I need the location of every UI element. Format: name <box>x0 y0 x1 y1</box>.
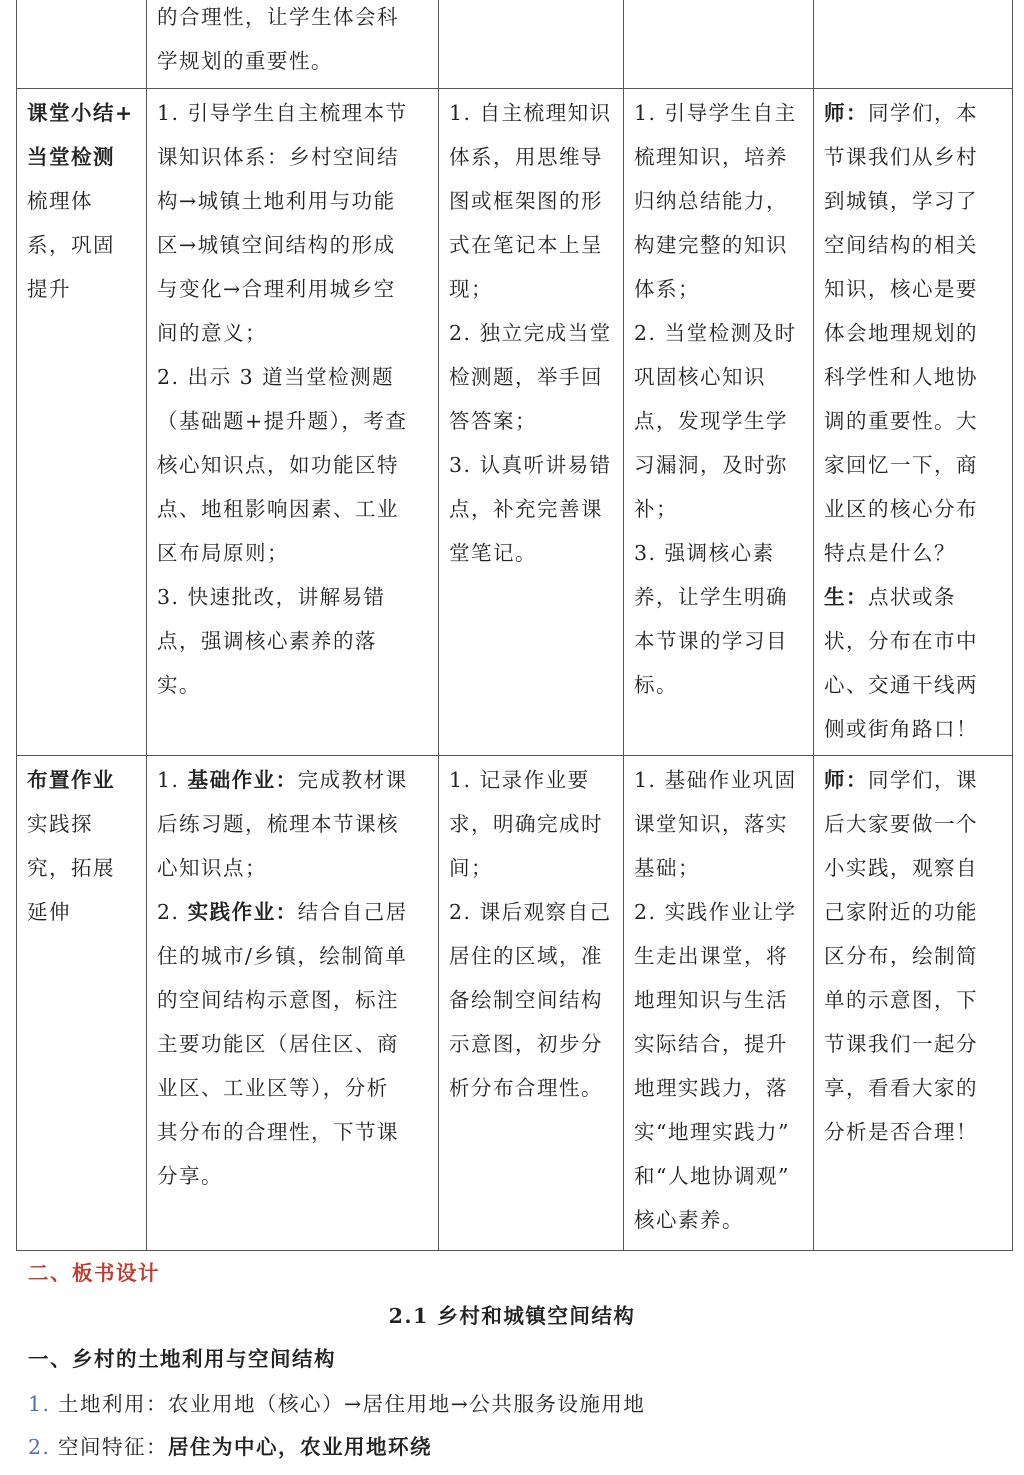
cell-line: 2. 实践作业让学 <box>634 900 797 924</box>
cell-line: 分享。 <box>157 1164 223 1188</box>
table-row <box>17 0 1013 89</box>
cell-line: 延伸 <box>27 900 71 924</box>
cell-line: 答答案； <box>449 409 537 433</box>
cell-line: 侧或街角路口！ <box>824 717 978 741</box>
cell-line: 本节课的学习目 <box>634 629 788 653</box>
cell-line: 构→城镇土地利用与功能 <box>157 189 396 213</box>
design-intent-cell <box>624 756 814 1251</box>
cell-line: 梳理体 <box>27 189 93 213</box>
cell-line: 调的重要性。大 <box>824 409 978 433</box>
cell-line: 家回忆一下，商 <box>824 453 978 477</box>
list-item-text: 土地利用：农业用地（核心）→居住用地→公共服务设施用地 <box>58 1392 646 1416</box>
cell-line: 布置作业 <box>27 768 115 792</box>
cell-line: 3. 认真听讲易错 <box>449 453 612 477</box>
cell-line: 节课我们从乡村 <box>824 145 978 169</box>
teacher-activity-cell <box>147 756 439 1251</box>
design-intent-cell <box>624 89 814 756</box>
cell-line: 地理知识与生活 <box>634 988 788 1012</box>
list-item-emphasis: 居住为中心，农业用地环绕 <box>168 1435 432 1459</box>
cell-line: 1. 基础作业：完成教材课 <box>157 768 408 792</box>
cell-line: 状，分布在市中 <box>824 629 978 653</box>
cell-line: 后练习题，梳理本节课核 <box>157 812 399 836</box>
student-activity-cell <box>439 0 624 89</box>
cell-line: 其分布的合理性，下节课 <box>157 1120 399 1144</box>
cell-line: 图或框架图的形 <box>449 189 603 213</box>
cell-line: 系，巩固 <box>27 233 115 257</box>
cell-line: 区分布，绘制简 <box>824 944 978 968</box>
cell-line: 堂笔记。 <box>449 541 537 565</box>
cell-line: 居住的区域，准 <box>449 944 603 968</box>
cell-line: 与变化→合理利用城乡空 <box>157 277 396 301</box>
cell-line: 心知识点； <box>157 856 267 880</box>
design-intent-cell <box>624 0 814 89</box>
cell-line: 节课我们一起分 <box>824 1032 978 1056</box>
teacher-activity-cell <box>147 89 439 756</box>
section-heading: 二、板书设计 <box>28 1261 160 1285</box>
cell-line: 1. 引导学生自主 <box>634 101 797 125</box>
stage-cell <box>17 89 147 756</box>
cell-line: 单的示意图，下 <box>824 988 978 1012</box>
cell-line: 课知识体系：乡村空间结 <box>157 145 399 169</box>
cell-line: 点，补充完善课 <box>449 497 603 521</box>
cell-line: 2. 当堂检测及时 <box>634 321 797 345</box>
cell-line: 求，明确完成时 <box>449 812 603 836</box>
lesson-plan-table <box>16 0 1013 1251</box>
cell-line: 核心知识点，如功能区特 <box>157 453 399 477</box>
cell-line: 1. 记录作业要 <box>449 768 590 792</box>
cell-line: 示意图，初步分 <box>449 1032 603 1056</box>
cell-line: 心、交通干线两 <box>824 673 978 697</box>
cell-line: 析分布合理性。 <box>449 1076 603 1100</box>
cell-line: 标。 <box>634 673 678 697</box>
cell-line: 的合理性，让学生体会科 <box>157 5 399 29</box>
cell-line: 式在笔记本上呈 <box>449 233 603 257</box>
cell-line: 3. 强调核心素 <box>634 541 775 565</box>
cell-line: 住的城市/乡镇，绘制简单 <box>157 944 408 968</box>
cell-line: 备绘制空间结构 <box>449 988 603 1012</box>
cell-line: 地理实践力，落 <box>634 1076 788 1100</box>
cell-line: 养，让学生明确 <box>634 585 788 609</box>
cell-line: 享，看看大家的 <box>824 1076 978 1100</box>
student-activity-cell <box>439 89 624 756</box>
cell-line: 1. 引导学生自主梳理本节 <box>157 101 408 125</box>
cell-line: 课堂小结+ <box>27 101 134 125</box>
student-activity-cell <box>439 756 624 1251</box>
cell-line: 生：点状或条 <box>824 585 956 609</box>
cell-line: 当堂检测 <box>27 145 115 169</box>
cell-line: 提升 <box>27 277 71 301</box>
cell-line: 区布局原则； <box>157 541 289 565</box>
cell-line: 实际结合，提升 <box>634 1032 788 1056</box>
cell-line: 核心素养。 <box>634 1208 744 1232</box>
cell-line: 生走出课堂，将 <box>634 944 788 968</box>
cell-line: 实“地理实践力” <box>634 1120 790 1144</box>
cell-line: 实。 <box>157 673 201 697</box>
cell-line: 体系，用思维导 <box>449 145 603 169</box>
cell-line: 区→城镇空间结构的形成 <box>157 233 396 257</box>
cell-line: 1. 自主梳理知识 <box>449 101 612 125</box>
cell-line: 主要功能区（居住区、商 <box>157 1032 399 1056</box>
cell-line: 实践探 <box>27 812 93 836</box>
cell-line: 归纳总结能力， <box>634 189 788 213</box>
cell-line: 体会地理规划的 <box>824 321 978 345</box>
cell-line: 学规划的重要性。 <box>157 49 333 73</box>
list-item-text: 空间特征： <box>58 1435 168 1459</box>
sub-heading: 一、乡村的土地利用与空间结构 <box>28 1347 336 1371</box>
dialogue-cell <box>814 0 1013 89</box>
cell-line: 梳理知识，培养 <box>634 145 788 169</box>
cell-line: 3. 快速批改，讲解易错 <box>157 585 386 609</box>
cell-line: 后大家要做一个 <box>824 812 978 836</box>
cell-line: 巩固核心知识 <box>634 365 766 389</box>
cell-line: 小实践，观察自 <box>824 856 978 880</box>
cell-line: 体系； <box>634 277 700 301</box>
cell-line: 分析是否合理！ <box>824 1120 978 1144</box>
list-item <box>28 1384 645 1424</box>
list-number: 1. <box>28 1392 51 1416</box>
dialogue-cell <box>814 756 1013 1251</box>
cell-line: 知识，核心是要 <box>824 277 978 301</box>
teacher-activity-cell <box>147 0 439 89</box>
cell-line: 师：同学们，本 <box>824 101 978 125</box>
table-row <box>17 756 1013 1251</box>
cell-line: 现； <box>449 277 493 301</box>
list-number: 2. <box>28 1435 51 1459</box>
cell-line: 课堂知识，落实 <box>634 812 788 836</box>
cell-line: （基础题+提升题），考查 <box>157 409 408 433</box>
cell-line: 空间结构的相关 <box>824 233 978 257</box>
cell-line: 2. 实践作业：结合自己居 <box>157 900 408 924</box>
list-item <box>28 1427 432 1467</box>
cell-line: 科学性和人地协 <box>824 365 978 389</box>
cell-line: 点，发现学生学 <box>634 409 788 433</box>
cell-line: 师：同学们，课 <box>824 768 978 792</box>
dialogue-cell <box>814 89 1013 756</box>
table-row <box>17 89 1013 756</box>
cell-line: 到城镇，学习了 <box>824 189 978 213</box>
cell-line: 点、地租影响因素、工业 <box>157 497 399 521</box>
cell-line: 构建完整的知识 <box>634 233 788 257</box>
cell-line: 和“人地协调观” <box>634 1164 790 1188</box>
cell-line: 检测题，举手回 <box>449 365 603 389</box>
cell-line: 究，拓展 <box>27 856 115 880</box>
cell-line: 己家附近的功能 <box>824 900 978 924</box>
cell-line: 2. 出示 3 道当堂检测题 <box>157 365 395 389</box>
cell-line: 间的意义； <box>157 321 267 345</box>
cell-line: 补； <box>634 497 678 521</box>
cell-line: 业区、工业区等），分析 <box>157 1076 389 1100</box>
cell-line: 2. 课后观察自己 <box>449 900 612 924</box>
cell-line: 2. 独立完成当堂 <box>449 321 612 345</box>
stage-cell <box>17 756 147 1251</box>
cell-line: 基础； <box>634 856 700 880</box>
cell-line: 1. 基础作业巩固 <box>634 768 797 792</box>
cell-line: 的空间结构示意图，标注 <box>157 988 399 1012</box>
cell-line: 间； <box>449 856 493 880</box>
cell-line: 业区的核心分布 <box>824 497 978 521</box>
cell-line: 习漏洞，及时弥 <box>634 453 788 477</box>
board-title: 2.1 乡村和城镇空间结构 <box>388 1304 636 1328</box>
cell-line: 点，强调核心素养的落 <box>157 629 377 653</box>
stage-cell <box>17 0 147 89</box>
cell-line: 特点是什么？ <box>824 541 956 565</box>
